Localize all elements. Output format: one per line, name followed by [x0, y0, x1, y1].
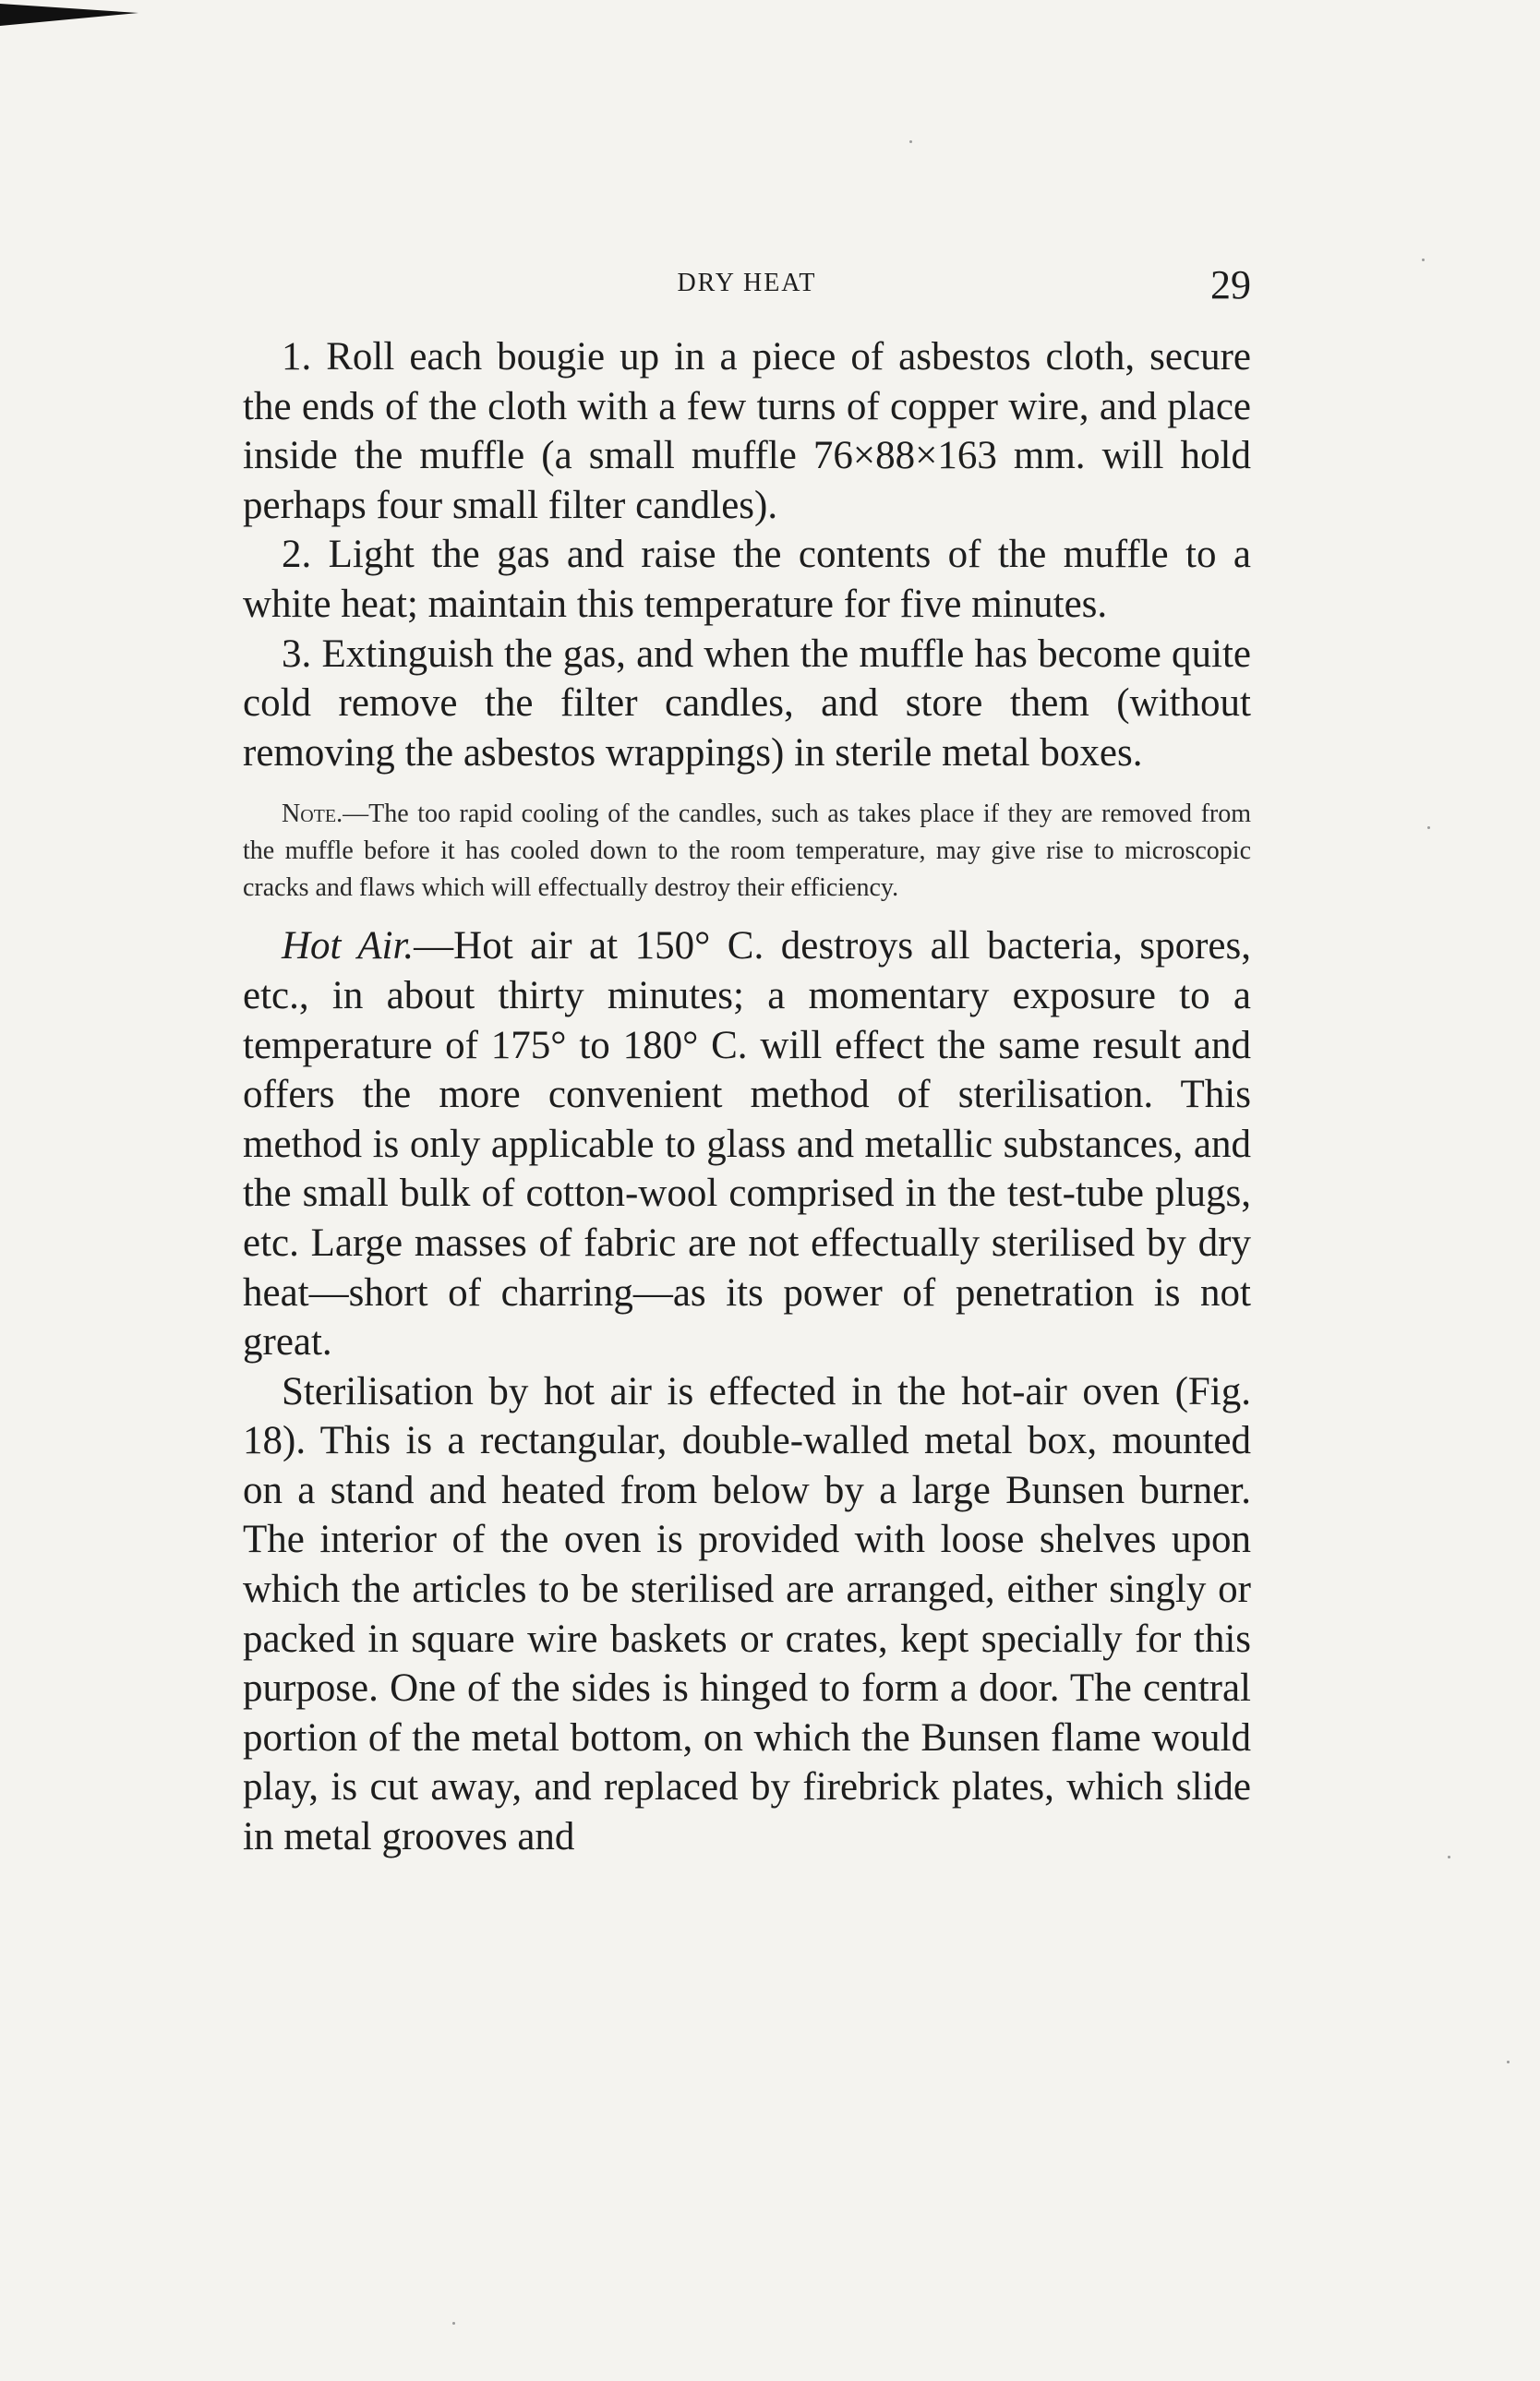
- hot-air-heading: Hot Air.: [282, 924, 415, 968]
- paper-speck: [909, 140, 912, 143]
- note-label: Note.: [282, 800, 343, 829]
- hot-air-text: —Hot air at 150° C. destroys all bacteria, spores, etc., in about thirty minutes; a momentary exposure to a temperature of 175° to 180° C. will effect the same result and offers the more convenient method of sterilisation. This method is only applicable to glass and metallic substances, and the small bulk of cotton-wool comprised in the test-tube plugs, etc. Large masses of fabric are not effectually sterilised by dry heat—short of charring—as its power of penetration is not great.: [243, 924, 1251, 1365]
- page-body: [243, 332, 1251, 1862]
- hot-air-paragraph: [243, 921, 1251, 1366]
- paper-speck: [1448, 1856, 1450, 1858]
- step-1: 1. Roll each bougie up in a piece of asbestos cloth, secure the ends of the cloth with a few turns of copper wire, and place inside the muffle (a small muffle 76×88×163 mm. will hold perhaps four small filter candles).: [243, 335, 1251, 527]
- running-head: DRY HEAT: [677, 269, 817, 297]
- corner-ink-mark: [0, 0, 138, 30]
- paper-speck: [1427, 826, 1430, 829]
- note-paragraph: [243, 796, 1251, 907]
- step-3: 3. Extinguish the gas, and when the muffle has become quite cold remove the filter candles, and store them (without removing the asbestos wrappings) in sterile metal boxes.: [243, 631, 1251, 775]
- paper-speck: [1422, 259, 1425, 261]
- step-2: 2. Light the gas and raise the contents of the muffle to a white heat; maintain this temperature for five minutes.: [243, 533, 1251, 626]
- paper-speck: [1507, 2061, 1510, 2063]
- page-number: 29: [1210, 262, 1251, 307]
- note-text: —The too rapid cooling of the candles, such as takes place if they are removed from the muffle before it has cooled down to the room temperature, may give rise to microscopic cracks and flaws which will effectually destroy their efficiency.: [243, 800, 1251, 903]
- paper-speck: [452, 2322, 455, 2325]
- page-header: [243, 261, 1251, 317]
- oven-paragraph: Sterilisation by hot air is effected in the hot-air oven (Fig. 18). This is a rectangular, double-walled metal box, mounted on a stand and heated from below by a large Bunsen burner. The interior of the oven is provided with loose shelves upon which the articles to be sterilised are arranged, either singly or packed in square wire baskets or crates, kept specially for this purpose. One of the sides is hinged to form a door. The central portion of the metal bottom, on which the Bunsen flame would play, is cut away, and replaced by firebrick plates, which slide in metal grooves and: [243, 1369, 1251, 1859]
